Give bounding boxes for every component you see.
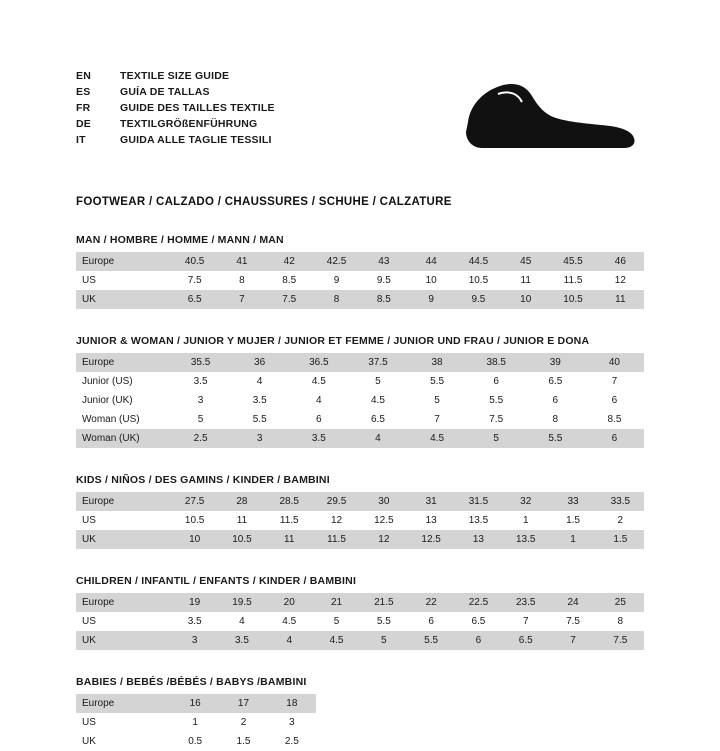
size-cell: 25 [597, 593, 644, 612]
size-cell: 4 [230, 372, 289, 391]
size-cell: 11 [266, 530, 313, 549]
size-cell: 9 [313, 271, 360, 290]
language-code: EN [76, 70, 91, 82]
size-cell: 5 [360, 631, 407, 650]
size-cell: 44 [407, 252, 454, 271]
group-title: KIDS / NIÑOS / DES GAMINS / KINDER / BAMBINI [76, 474, 330, 486]
size-cell: 11.5 [549, 271, 596, 290]
size-group-kids [76, 474, 644, 549]
size-cell: 1.5 [549, 511, 596, 530]
size-cell: 21 [313, 593, 360, 612]
size-table-body [76, 492, 644, 549]
group-title: CHILDREN / INFANTIL / ENFANTS / KINDER / BAMBINI [76, 575, 357, 587]
size-cell: 12 [313, 511, 360, 530]
size-cell: 8 [526, 410, 585, 429]
size-cell: 6.5 [526, 372, 585, 391]
size-cell: 7 [408, 410, 467, 429]
size-cell: 4 [266, 631, 313, 650]
size-cell: 5 [467, 429, 526, 448]
size-group-babies [76, 676, 644, 751]
size-cell: 27.5 [171, 492, 218, 511]
size-cell: 4 [218, 612, 265, 631]
size-cell: 6 [407, 612, 454, 631]
table-row [76, 713, 316, 732]
language-title-list [76, 70, 275, 150]
size-cell: 4 [348, 429, 407, 448]
size-table-body [76, 252, 644, 309]
language-code: FR [76, 102, 91, 114]
size-cell: 17 [219, 694, 267, 713]
language-title: GUIDA ALLE TAGLIE TESSILI [120, 134, 272, 146]
language-title-list-body [76, 70, 275, 150]
language-code: ES [76, 86, 91, 98]
size-cell: 18 [268, 694, 316, 713]
size-cell: 11 [502, 271, 549, 290]
size-group-man [76, 234, 644, 309]
table-row [76, 353, 644, 372]
table-row [76, 410, 644, 429]
row-label: Europe [76, 252, 171, 271]
size-cell: 5 [313, 612, 360, 631]
size-cell: 11 [218, 511, 265, 530]
size-table-body [76, 593, 644, 650]
size-cell: 7 [585, 372, 644, 391]
dress-shoe-icon [460, 76, 640, 156]
size-cell: 11.5 [313, 530, 360, 549]
size-cell: 3.5 [171, 372, 230, 391]
size-cell: 31.5 [455, 492, 502, 511]
size-cell: 40 [585, 353, 644, 372]
row-label: UK [76, 290, 171, 309]
size-cell: 7 [218, 290, 265, 309]
size-cell: 3 [171, 391, 230, 410]
row-label: UK [76, 530, 171, 549]
size-cell: 6 [585, 429, 644, 448]
size-cell: 5.5 [360, 612, 407, 631]
size-cell: 43 [360, 252, 407, 271]
size-cell: 38.5 [467, 353, 526, 372]
size-cell: 7.5 [266, 290, 313, 309]
group-title: MAN / HOMBRE / HOMME / MANN / MAN [76, 234, 284, 246]
size-cell: 5 [408, 391, 467, 410]
size-cell: 6.5 [348, 410, 407, 429]
size-cell: 1 [549, 530, 596, 549]
size-cell: 12.5 [360, 511, 407, 530]
size-cell: 6.5 [502, 631, 549, 650]
size-cell: 10.5 [549, 290, 596, 309]
group-title: JUNIOR & WOMAN / JUNIOR Y MUJER / JUNIOR ET FEMME / JUNIOR UND FRAU / JUNIOR E DONA [76, 335, 590, 347]
language-row [76, 134, 275, 150]
size-cell: 7.5 [549, 612, 596, 631]
size-cell: 13.5 [502, 530, 549, 549]
size-table-junior-woman [76, 353, 644, 448]
size-cell: 2.5 [268, 732, 316, 751]
size-cell: 10.5 [171, 511, 218, 530]
size-cell: 5.5 [408, 372, 467, 391]
size-cell: 38 [408, 353, 467, 372]
language-row [76, 118, 275, 134]
size-cell: 9.5 [455, 290, 502, 309]
size-cell: 5.5 [526, 429, 585, 448]
size-cell: 4.5 [289, 372, 348, 391]
row-label: US [76, 713, 171, 732]
size-cell: 33 [549, 492, 596, 511]
size-cell: 22 [407, 593, 454, 612]
table-row [76, 271, 644, 290]
size-cell: 10 [171, 530, 218, 549]
row-label: Woman (US) [76, 410, 171, 429]
size-cell: 1 [502, 511, 549, 530]
size-cell: 7.5 [171, 271, 218, 290]
language-row [76, 86, 275, 102]
size-cell: 12 [597, 271, 644, 290]
size-cell: 20 [266, 593, 313, 612]
language-title: GUÍA DE TALLAS [120, 86, 210, 98]
size-cell: 13 [407, 511, 454, 530]
table-row [76, 612, 644, 631]
language-code: DE [76, 118, 91, 130]
size-cell: 35.5 [171, 353, 230, 372]
size-cell: 24 [549, 593, 596, 612]
size-cell: 10.5 [218, 530, 265, 549]
size-cell: 7 [502, 612, 549, 631]
row-label: Junior (US) [76, 372, 171, 391]
size-cell: 6 [289, 410, 348, 429]
size-table-babies [76, 694, 316, 751]
language-title: GUIDE DES TAILLES TEXTILE [120, 102, 275, 114]
size-cell: 6 [526, 391, 585, 410]
size-cell: 45 [502, 252, 549, 271]
size-cell: 5 [171, 410, 230, 429]
size-cell: 6.5 [455, 612, 502, 631]
size-cell: 10 [502, 290, 549, 309]
size-cell: 1 [171, 713, 219, 732]
size-cell: 5.5 [407, 631, 454, 650]
size-cell: 6 [585, 391, 644, 410]
size-cell: 5.5 [467, 391, 526, 410]
size-cell: 12.5 [407, 530, 454, 549]
row-label: UK [76, 631, 171, 650]
size-cell: 1.5 [219, 732, 267, 751]
table-row [76, 391, 644, 410]
size-cell: 9.5 [360, 271, 407, 290]
row-label: Europe [76, 353, 171, 372]
size-cell: 10 [407, 271, 454, 290]
size-cell: 12 [360, 530, 407, 549]
size-cell: 36.5 [289, 353, 348, 372]
category-title: FOOTWEAR / CALZADO / CHAUSSURES / SCHUHE / CALZATURE [76, 196, 452, 208]
size-cell: 4 [289, 391, 348, 410]
size-cell: 4.5 [313, 631, 360, 650]
row-label: US [76, 271, 171, 290]
table-row [76, 732, 316, 751]
size-cell: 42.5 [313, 252, 360, 271]
size-cell: 42 [266, 252, 313, 271]
size-table-man [76, 252, 644, 309]
size-cell: 3 [171, 631, 218, 650]
table-row [76, 511, 644, 530]
size-cell: 11.5 [266, 511, 313, 530]
size-cell: 8 [218, 271, 265, 290]
size-cell: 45.5 [549, 252, 596, 271]
size-cell: 5.5 [230, 410, 289, 429]
size-cell: 2.5 [171, 429, 230, 448]
size-cell: 6 [467, 372, 526, 391]
size-cell: 13 [455, 530, 502, 549]
row-label: US [76, 511, 171, 530]
size-cell: 21.5 [360, 593, 407, 612]
size-cell: 7.5 [597, 631, 644, 650]
size-table-children [76, 593, 644, 650]
size-cell: 6 [455, 631, 502, 650]
size-cell: 22.5 [455, 593, 502, 612]
size-cell: 3.5 [218, 631, 265, 650]
row-label: US [76, 612, 171, 631]
size-cell: 16 [171, 694, 219, 713]
size-cell: 46 [597, 252, 644, 271]
language-title: TEXTILE SIZE GUIDE [120, 70, 230, 82]
row-label: Junior (UK) [76, 391, 171, 410]
size-cell: 8.5 [585, 410, 644, 429]
size-table-body [76, 694, 316, 751]
group-title: BABIES / BEBÉS /BÉBÉS / BABYS /BAMBINI [76, 676, 307, 688]
size-cell: 29.5 [313, 492, 360, 511]
size-cell: 39 [526, 353, 585, 372]
table-row [76, 252, 644, 271]
row-label: Woman (UK) [76, 429, 171, 448]
size-cell: 0.5 [171, 732, 219, 751]
size-cell: 23.5 [502, 593, 549, 612]
size-cell: 19.5 [218, 593, 265, 612]
size-cell: 7 [549, 631, 596, 650]
table-row [76, 694, 316, 713]
size-cell: 36 [230, 353, 289, 372]
size-cell: 1.5 [597, 530, 644, 549]
language-title: TEXTILGRÖßENFÜHRUNG [120, 118, 258, 130]
size-cell: 8.5 [266, 271, 313, 290]
size-cell: 4.5 [266, 612, 313, 631]
size-cell: 3 [268, 713, 316, 732]
size-cell: 28 [218, 492, 265, 511]
size-cell: 6.5 [171, 290, 218, 309]
size-cell: 10.5 [455, 271, 502, 290]
table-row [76, 631, 644, 650]
language-code: IT [76, 134, 86, 146]
size-cell: 41 [218, 252, 265, 271]
size-cell: 32 [502, 492, 549, 511]
size-cell: 37.5 [348, 353, 407, 372]
size-table-body [76, 353, 644, 448]
table-row [76, 530, 644, 549]
row-label: Europe [76, 492, 171, 511]
language-row [76, 70, 275, 86]
size-cell: 8 [313, 290, 360, 309]
size-cell: 44.5 [455, 252, 502, 271]
size-cell: 5 [348, 372, 407, 391]
size-cell: 7.5 [467, 410, 526, 429]
size-group-children [76, 575, 644, 650]
size-cell: 13.5 [455, 511, 502, 530]
size-table-kids [76, 492, 644, 549]
row-label: Europe [76, 694, 171, 713]
size-cell: 30 [360, 492, 407, 511]
size-cell: 3.5 [171, 612, 218, 631]
table-row [76, 429, 644, 448]
size-group-junior-woman [76, 335, 644, 448]
size-cell: 2 [219, 713, 267, 732]
size-cell: 8.5 [360, 290, 407, 309]
size-cell: 3.5 [289, 429, 348, 448]
size-cell: 9 [407, 290, 454, 309]
table-row [76, 290, 644, 309]
language-row [76, 102, 275, 118]
table-row [76, 372, 644, 391]
size-cell: 2 [597, 511, 644, 530]
size-cell: 11 [597, 290, 644, 309]
size-cell: 3.5 [230, 391, 289, 410]
size-cell: 19 [171, 593, 218, 612]
size-cell: 3 [230, 429, 289, 448]
size-cell: 31 [407, 492, 454, 511]
size-cell: 4.5 [408, 429, 467, 448]
size-cell: 4.5 [348, 391, 407, 410]
size-cell: 8 [597, 612, 644, 631]
size-cell: 40.5 [171, 252, 218, 271]
row-label: Europe [76, 593, 171, 612]
size-cell: 28.5 [266, 492, 313, 511]
page-header [76, 70, 644, 180]
table-row [76, 492, 644, 511]
size-cell: 33.5 [597, 492, 644, 511]
table-row [76, 593, 644, 612]
row-label: UK [76, 732, 171, 751]
